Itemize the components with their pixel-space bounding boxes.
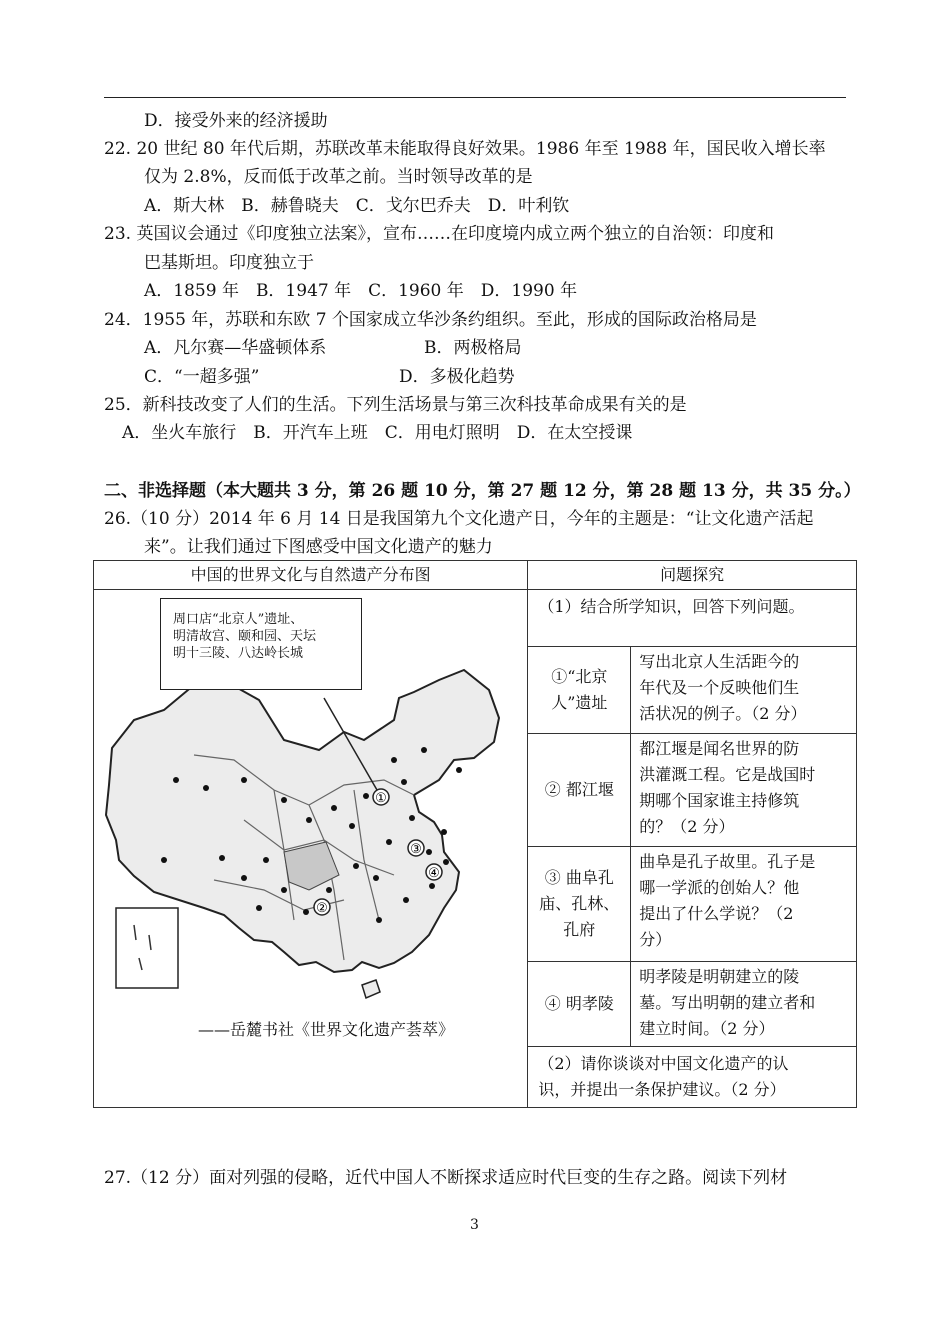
part1-prompt: （1）结合所学知识，回答下列问题。 xyxy=(528,590,857,647)
q22-stem-line2: 仅为 2.8%，反而低于改革之前。当时领导改革的是 xyxy=(144,167,533,187)
marker-1: ① xyxy=(375,791,387,806)
q22-options: A．斯大林 B．赫鲁晓夫 C．戈尔巴乔夫 D．叶利钦 xyxy=(144,196,570,216)
q21-option-d: D．接受外来的经济援助 xyxy=(144,111,328,131)
q24-stem: 24．1955 年，苏联和东欧 7 个国家成立华沙条约组织。至此，形成的国际政治格局是 xyxy=(104,310,757,330)
south-china-sea-inset xyxy=(116,908,178,988)
q24-option-b: B．两极格局 xyxy=(424,338,522,358)
q25-options: A．坐火车旅行 B．开汽车上班 C．用电灯照明 D．在太空授课 xyxy=(122,423,633,443)
callout-line: 明十三陵、八达岭长城 xyxy=(173,646,304,661)
q23-stem-line2: 巴基斯坦。印度独立于 xyxy=(144,253,314,273)
row4-question: 明孝陵是明朝建立的陵 墓。写出明朝的建立者和 建立时间。（2 分） xyxy=(631,962,857,1047)
row1-question: 写出北京人生活距今的 年代及一个反映他们生 活状况的例子。（2 分） xyxy=(631,647,857,734)
q23-stem-line1: 23. 英国议会通过《印度独立法案》，宣布……在印度境内成立两个独立的自治领：印度和 xyxy=(104,224,774,244)
q26-stem-line1: 26.（10 分）2014 年 6 月 14 日是我国第九个文化遗产日，今年的主题是：“让文化遗产活起 xyxy=(104,509,814,529)
header-rule xyxy=(104,97,846,98)
row3-label: ③ 曲阜孔 庙、孔林、 孔府 xyxy=(528,847,631,962)
row4-label: ④ 明孝陵 xyxy=(528,962,631,1047)
map-caption: ——岳麓书社《世界文化遗产荟萃》 xyxy=(198,1020,455,1039)
row2-label: ② 都江堰 xyxy=(528,734,631,847)
q26-stem-line2: 来”。让我们通过下图感受中国文化遗产的魅力 xyxy=(144,537,493,557)
q24-option-c: C．“一超多强” xyxy=(144,367,260,387)
hainan-island xyxy=(362,980,380,998)
page-number: 3 xyxy=(470,1217,479,1233)
callout-line: 周口店“北京人”遗址、 xyxy=(173,612,304,627)
q25-stem: 25．新科技改变了人们的生活。下列生活场景与第三次科技革命成果有关的是 xyxy=(104,395,687,415)
callout-line: 明清故宫、颐和园、天坛 xyxy=(173,629,317,644)
map-callout-box xyxy=(160,598,362,690)
q23-options: A．1859 年 B．1947 年 C．1960 年 D．1990 年 xyxy=(144,281,578,301)
marker-4: ④ xyxy=(428,866,440,881)
marker-3: ③ xyxy=(410,842,422,857)
row1-label: ①“北京 人”遗址 xyxy=(528,647,631,734)
q24-option-a: A．凡尔赛—华盛顿体系 xyxy=(144,338,327,358)
q27-stem-line1: 27.（12 分）面对列强的侵略，近代中国人不断探求适应时代巨变的生存之路。阅读下列材 xyxy=(104,1168,788,1188)
part2-prompt: （2）请你谈谈对中国文化遗产的认 识，并提出一条保护建议。（2 分） xyxy=(528,1047,857,1108)
q24-option-d: D．多极化趋势 xyxy=(399,367,515,387)
section2-title: 二、非选择题（本大题共 3 分，第 26 题 10 分，第 27 题 12 分，第 28 题 13 分，共 35 分。） xyxy=(104,481,861,501)
table-header-map: 中国的世界文化与自然遗产分布图 xyxy=(94,561,528,590)
q26-table xyxy=(93,560,857,1108)
map-cell xyxy=(94,590,528,1108)
row2-question: 都江堰是闻名世界的防 洪灌溉工程。它是战国时 期哪个国家谁主持修筑 的？（2 分） xyxy=(631,734,857,847)
table-header-questions: 问题探究 xyxy=(528,561,857,590)
row3-question: 曲阜是孔子故里。孔子是 哪一学派的创始人？他 提出了什么学说？（2 分） xyxy=(631,847,857,962)
marker-2: ② xyxy=(316,901,328,916)
q22-stem-line1: 22. 20 世纪 80 年代后期，苏联改革未能取得良好效果。1986 年至 1988 年，国民收入增长率 xyxy=(104,139,826,159)
